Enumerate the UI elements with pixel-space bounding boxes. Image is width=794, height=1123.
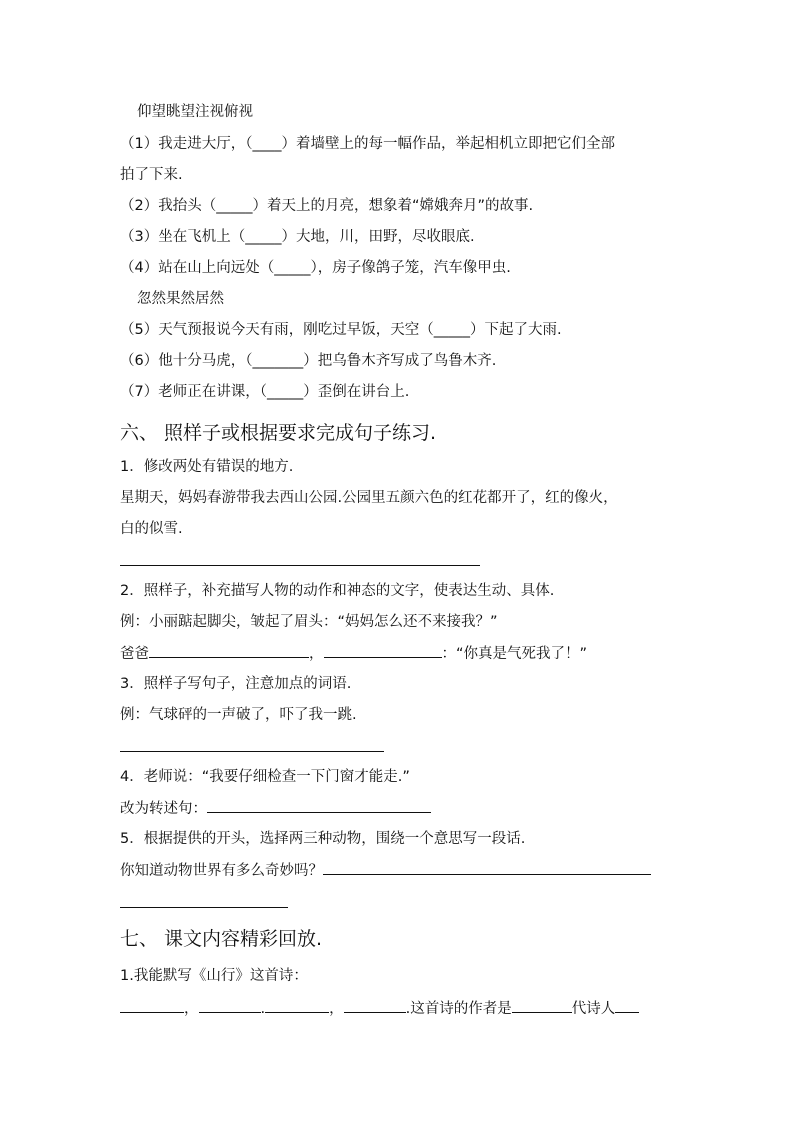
s7-blank-author[interactable] — [512, 998, 572, 1013]
s6-item1-text-2: 白的似雪. — [120, 521, 183, 537]
s7-item1-title: 1.我能默写《山行》这首诗： — [120, 968, 308, 984]
s6-item2-comma: ， — [309, 646, 324, 662]
s7-sep-3: ， — [329, 1001, 344, 1017]
s6-item4-blank[interactable] — [207, 798, 431, 813]
s6-item1-answer-line[interactable] — [120, 565, 480, 566]
s7-blank-poet[interactable] — [615, 998, 639, 1013]
s6-item5-prompt: 你知道动物世界有多么奇妙吗？ — [120, 863, 323, 879]
s6-item5-title: 5．根据提供的开头，选择两三种动物，围绕一个意思写一段话. — [120, 831, 526, 847]
s6-item2-blank-1[interactable] — [149, 643, 309, 658]
question-5: （5）天气预报说今天有雨，刚吃过早饭，天空（_____）下起了大雨. — [120, 322, 562, 338]
s7-blank-3[interactable] — [265, 998, 329, 1013]
s6-item5-blank[interactable] — [323, 860, 651, 875]
s7-tail-b: 代诗人 — [571, 1001, 616, 1017]
question-1-line-2: 拍了下来. — [120, 167, 183, 183]
s7-sep-2: . — [260, 1001, 266, 1017]
question-3: （3）坐在飞机上（_____）大地，川，田野，尽收眼底. — [120, 229, 475, 245]
s6-item2-answer-row — [120, 643, 587, 664]
s7-blank-2[interactable] — [199, 998, 261, 1013]
s7-blank-4[interactable] — [344, 998, 406, 1013]
s6-item2-prefix: 爸爸 — [120, 646, 149, 662]
s6-item2-example: 例：小丽踮起脚尖，皱起了眉头：“妈妈怎么还不来接我？” — [120, 614, 498, 630]
s6-item3-title: 3．照样子写句子，注意加点的词语. — [120, 676, 352, 692]
s6-item4-prompt: 改为转述句： — [120, 801, 207, 817]
s6-item3-example: 例：气球砰的一声破了，吓了我一跳. — [120, 707, 357, 723]
s6-item4-title: 4．老师说：“我要仔细检查一下门窗才能走.” — [120, 769, 410, 785]
s7-item1-answer-row — [120, 998, 639, 1019]
s6-item4-answer-row — [120, 798, 431, 819]
section5-word-bank-1: 仰望眺望注视俯视 — [137, 104, 253, 120]
s6-item1-title: 1．修改两处有错误的地方. — [120, 459, 294, 475]
question-6: （6）他十分马虎，（_______）把乌鲁木齐写成了鸟鲁木齐. — [120, 353, 497, 369]
section6-heading: 六、 照样子或根据要求完成句子练习. — [120, 422, 437, 444]
section5-word-bank-2: 忽然果然居然 — [137, 291, 224, 307]
s6-item2-blank-2[interactable] — [324, 643, 442, 658]
section7-heading: 七、 课文内容精彩回放. — [120, 928, 323, 950]
question-1-line-1: （1）我走进大厅，（____）着墙壁上的每一幅作品，举起相机立即把它们全部 — [120, 136, 615, 152]
s6-item1-text-1: 星期天，妈妈春游带我去西山公园.公园里五颜六色的红花都开了，红的像火， — [120, 490, 618, 506]
question-7: （7）老师正在讲课，（_____）歪倒在讲台上. — [120, 384, 410, 400]
question-4: （4）站在山上向远处（_____），房子像鸽子笼，汽车像甲虫. — [120, 260, 511, 276]
question-2: （2）我抬头（_____）着天上的月亮，想象着“嫦娥奔月”的故事. — [120, 198, 534, 214]
s7-tail-a: .这首诗的作者是 — [405, 1001, 512, 1017]
s7-sep-1: ， — [184, 1001, 199, 1017]
s6-item2-colon: ： — [441, 646, 456, 662]
s7-blank-1[interactable] — [120, 998, 184, 1013]
s6-item2-quote: “你真是气死我了！” — [456, 646, 588, 662]
s6-item5-answer-line-2[interactable] — [120, 907, 288, 908]
s6-item3-answer-line[interactable] — [120, 751, 384, 752]
s6-item5-answer-row — [120, 860, 651, 881]
s6-item2-title: 2．照样子，补充描写人物的动作和神态的文字，使表达生动、具体. — [120, 583, 555, 599]
